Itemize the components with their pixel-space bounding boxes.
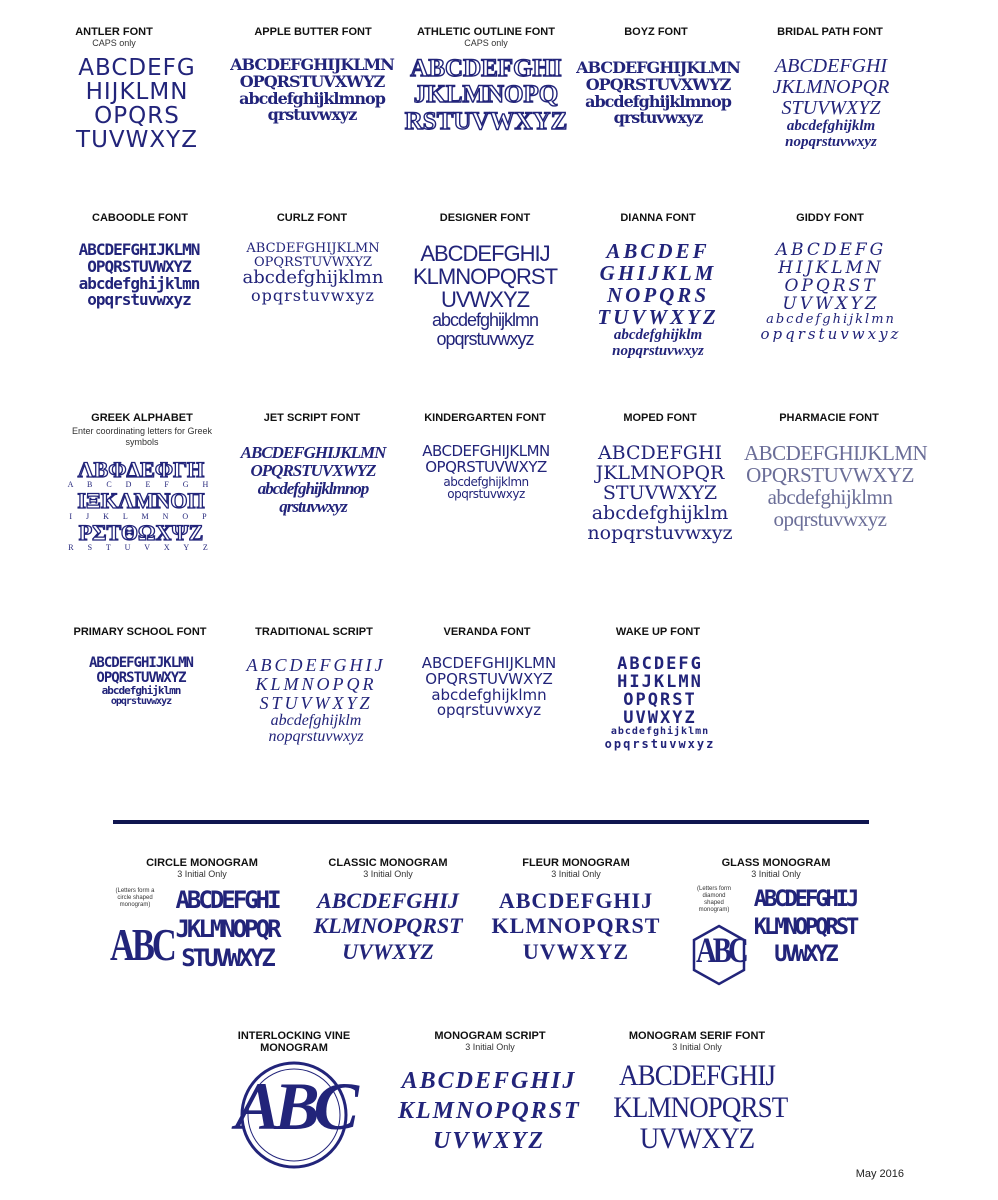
monogram-title: FLEUR MONOGRAM: [522, 857, 630, 869]
font-title: DIANNA FONT: [620, 212, 696, 224]
monogram-title: GLASS MONOGRAM: [721, 857, 831, 869]
monogram-sample-serif: ABCDEFGHIJ KLMNOPQRST UVWXYZ: [613, 1059, 788, 1155]
font-title: PRIMARY SCHOOL FONT: [73, 626, 207, 638]
font-sample-boyz: ABCDEFGHIJKLMN OPQRSTUVXWYZ abcdefghijklmnop qrstuvwxyz: [576, 58, 740, 128]
monogram-title: INTERLOCKING VINE MONOGRAM: [237, 1030, 351, 1054]
monogram-sample-circle: ABCDEFGHI JKLMNOPQR STUVWXYZ: [175, 886, 279, 972]
font-title: WAKE UP FONT: [615, 626, 701, 638]
font-title: PHARMACIE FONT: [779, 412, 879, 424]
font-note: Enter coordinating letters for Greek symbols: [71, 426, 213, 447]
monogram-example: ABC: [696, 930, 745, 970]
font-title: JET SCRIPT FONT: [263, 412, 361, 424]
font-title: APPLE BUTTER FONT: [254, 26, 372, 38]
font-sample-caboodle: ABCDEFGHIJKLMN OPQRSTUVWXYZ abcdefghijklmn opqrstuvwxyz: [78, 240, 200, 310]
font-sample-kindergarten: ABCDEFGHIJKLMN OPQRSTUVWXYZ abcdefghijklmn opqrstuvwxyz: [422, 442, 550, 502]
font-title: GREEK ALPHABET: [91, 412, 193, 424]
font-title: DESIGNER FONT: [439, 212, 531, 224]
section-divider: [113, 820, 869, 824]
monogram-sample-classic: ABCDEFGHIJ KLMNOPQRST UVWXYZ: [313, 888, 463, 964]
monogram-title: MONOGRAM SCRIPT: [434, 1030, 546, 1042]
font-note: CAPS only: [92, 38, 136, 48]
font-sample-giddy: ABCDEFG HIJKLMN OPQRST UVWXYZ abcdefghijklmn opqrstuvwxyz: [760, 240, 902, 344]
font-sample-moped: ABCDEFGHI JKLMNOPQR STUVWXYZ abcdefghijklm nopqrstuvwxyz: [587, 442, 733, 544]
footer-date: May 2016: [855, 1168, 904, 1180]
font-sample-pharmacie: ABCDEFGHIJKLMN OPQRSTUVWXYZ abcdefghijklmn opqrstuvwxyz: [744, 441, 928, 532]
font-title: KINDERGARTEN FONT: [424, 412, 546, 424]
font-title: CURLZ FONT: [276, 212, 348, 224]
monogram-note: 3 Initial Only: [465, 1042, 515, 1052]
monogram-sample-fleur: ABCDEFGHIJ KLMNOPQRST UVWXYZ: [491, 888, 661, 964]
font-sample-bridal-path: ABCDEFGHI JKLMNOPQR STUVWXYZ abcdefghijklm nopqrstuvwxyz: [772, 55, 890, 150]
font-title: BOYZ FONT: [624, 26, 688, 38]
font-title: ANTLER FONT: [75, 26, 153, 38]
monogram-note: 3 Initial Only: [363, 869, 413, 879]
monogram-note: 3 Initial Only: [751, 869, 801, 879]
font-title: GIDDY FONT: [796, 212, 864, 224]
monogram-sample-glass: ABCDEFGHIJ KLMNOPQRST UVWXYZ: [753, 887, 857, 967]
font-sample-athletic-outline: ABCDEFGHI JKLMNOPQ RSTUVWXYZ: [404, 55, 568, 135]
monogram-side-note: (Letters form a circle shaped monogram): [115, 888, 155, 908]
font-title: CABOODLE FONT: [92, 212, 188, 224]
monogram-title: MONOGRAM SERIF FONT: [628, 1030, 766, 1042]
font-sample-designer: ABCDEFGHIJ KLMNOPQRST UVWXYZ abcdefghijklmn opqrstuvwxyz: [412, 241, 558, 350]
monogram-example: ABC: [234, 1068, 354, 1144]
monogram-side-note: (Letters form diamond shaped monogram): [696, 886, 731, 913]
monogram-example: ABC: [110, 919, 174, 970]
font-sample-jet-script: ABCDEFGHIJKLMN OPQRSTUVXWYZ abcdefghijklmnop qrstuvwxyz: [240, 443, 386, 516]
font-title: ATHLETIC OUTLINE FONT: [417, 26, 555, 38]
font-sample-primary-school: ABCDEFGHIJKLMN OPQRSTUVWXYZ abcdefghijklmn opqrstuvwxyz: [88, 655, 193, 707]
monogram-note: 3 Initial Only: [672, 1042, 722, 1052]
font-title: MOPED FONT: [623, 412, 697, 424]
font-title: BRIDAL PATH FONT: [777, 26, 883, 38]
monogram-note: 3 Initial Only: [551, 869, 601, 879]
font-sample-dianna: ABCDEF GHIJKLM NOPQRS TUVWXYZ abcdefghijklm nopqrstuvwxyz: [597, 239, 719, 359]
font-sample-traditional-script: ABCDEFGHIJ KLMNOPQR STUVWXYZ abcdefghijklm nopqrstuvwxyz: [246, 655, 386, 746]
monogram-title: CIRCLE MONOGRAM: [146, 857, 258, 869]
font-title: TRADITIONAL SCRIPT: [255, 626, 373, 638]
monogram-sample-script: ABCDEFGHIJ KLMNOPQRST UVWXYZ: [398, 1068, 581, 1154]
font-sample-apple-butter: ABCDEFGHIJKLMN OPQRSTUVXWYZ abcdefghijklmnop qrstuvwxyz: [230, 55, 394, 125]
monogram-note: 3 Initial Only: [177, 869, 227, 879]
font-sample-curlz: ABCDEFGHIJKLMN OPQRSTUVWXYZ abcdefghijklmn opqrstuvwxyz: [242, 241, 384, 306]
font-sample-greek: ΛΒΦΔΕΦΓΗ A B C D E F G H ΙΞΚΛΜΝΟΠ I J K L M N O P ΡΣΤΘΩΧΨΖ R S T U V X Y Z: [67, 457, 215, 553]
font-sample-antler: ABCDEFG HIJKLMN OPQRS TUVWXYZ: [76, 55, 198, 154]
font-sample-veranda: ABCDEFGHIJKLMN OPQRSTUVWXYZ abcdefghijklmn opqrstuvwxyz: [421, 654, 557, 720]
monogram-title: CLASSIC MONOGRAM: [328, 857, 448, 869]
font-title: VERANDA FONT: [443, 626, 531, 638]
font-sample-wake-up: ABCDEFG HIJKLMN OPQRST UVWXYZ abcdefghijklmn opqrstuvwxyz: [604, 654, 716, 751]
font-note: CAPS only: [464, 38, 508, 48]
